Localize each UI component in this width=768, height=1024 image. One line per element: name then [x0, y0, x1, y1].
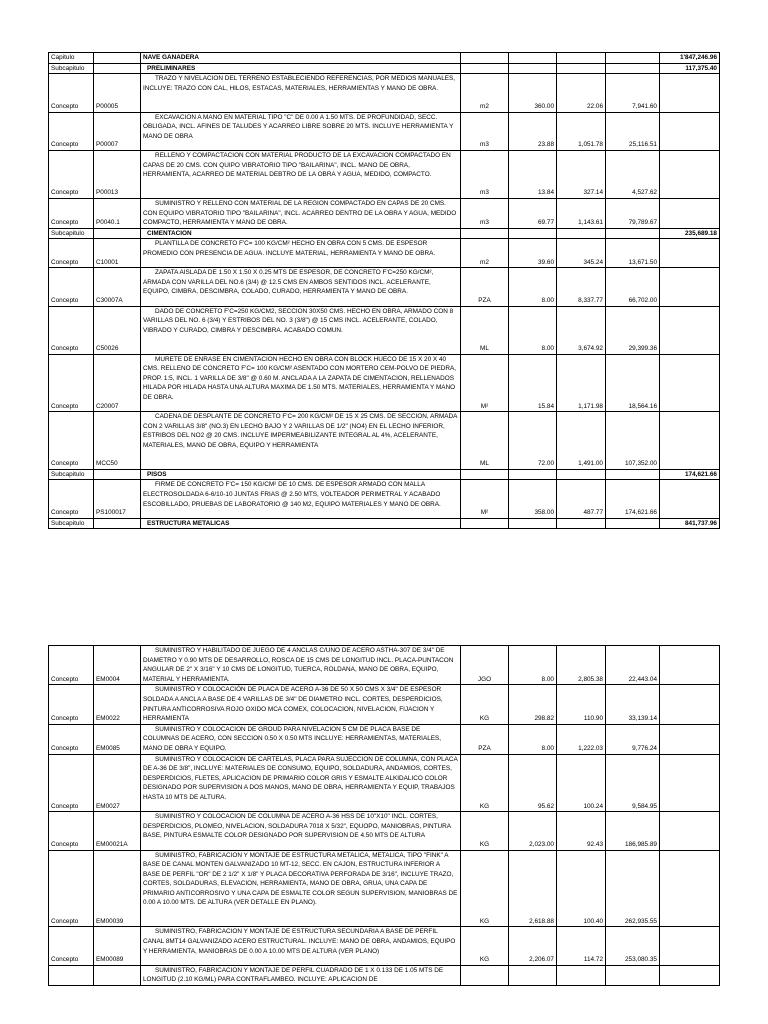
row-description: SUMINISTRO Y RELLENO CON MATERIAL DE LA REGION COMPACTADO EN CAPAS DE 20 CMS. CON EQUIPO VIBRATORIO TIPO "BAILARINA", INCL. ACARREO DENTRO DE LA OBRA Y AGUA, MEDIDO COMPACTO, HERRAMIENTA Y MANO DE OBRA. [141, 198, 461, 228]
row-description: CIMENTACION [141, 228, 461, 239]
row-description: SUMINISTRO Y COLOCACION DE CARTELAS, PLACA PARA SUJECCION DE COLUMNA, CON PLACA DE A-36 DE 3/8", INCLUYE: MATERIALES DE CONSUMO, EQUIPO, SOLDADURA, ANDAMIOS, CORTES, DESPERDICIOS, FLETES, APLICACION DE PRIMARIO COLOR GRIS Y ESMALTE ALKIDALICO COLOR DESIGNADO POR SUPERVISION A DOS MANOS, MANO DE OBRA, HERRAMIENTA Y EQUIP, TRABAJOS HASTA 10 MTS DE ALTURA. [141, 754, 461, 812]
row-total: 1'847,246.96 [660, 53, 720, 64]
row-amount [606, 518, 660, 529]
chapter-row [49, 53, 720, 64]
row-type: Concepto [49, 754, 94, 812]
row-unit [461, 63, 509, 74]
row-code: C10001 [94, 239, 141, 268]
row-quantity [509, 63, 557, 74]
budget-table-top [48, 52, 720, 529]
row-total [660, 112, 720, 150]
row-unit-price [557, 469, 606, 480]
row-amount [606, 53, 660, 64]
row-code: P0040.1 [94, 198, 141, 228]
row-unit-price: 92.43 [557, 812, 606, 850]
row-code: PS100017 [94, 480, 141, 518]
subchapter-row [49, 228, 720, 239]
row-amount: 9,584.95 [606, 754, 660, 812]
row-total [660, 480, 720, 518]
row-unit-price: 3,674.92 [557, 306, 606, 354]
row-type: Concepto [49, 306, 94, 354]
row-unit: m3 [461, 150, 509, 198]
row-code [94, 63, 141, 74]
row-type: Subcapitulo [49, 228, 94, 239]
row-total [660, 150, 720, 198]
row-quantity: 2,023.00 [509, 812, 557, 850]
row-unit: m3 [461, 198, 509, 228]
row-code: EM0027 [94, 754, 141, 812]
row-code [94, 518, 141, 529]
row-total [660, 965, 720, 985]
row-unit: JGO [461, 646, 509, 685]
row-quantity: 2,618.88 [509, 850, 557, 927]
concept-row [49, 239, 720, 268]
row-code: C50026 [94, 306, 141, 354]
row-amount [606, 965, 660, 985]
subchapter-row [49, 469, 720, 480]
row-amount: 174,621.66 [606, 480, 660, 518]
row-unit: m3 [461, 112, 509, 150]
row-amount: 7,941.60 [606, 74, 660, 112]
row-description: RELLENO Y COMPACTACION CON MATERIAL PRODUCTO DE LA EXCAVACION COMPACTADO EN CAPAS DE 20 CMS. CON QUIPO VIBRATORIO TIPO "BAILARINA", INCL. MANO DE OBRA, HERRAMIENTA, ACARREO DE MATERIAL DEBTRO DE LA OBRA Y AGUA, MEDIDO, COMPACTO. [141, 150, 461, 198]
budget-table-bottom [48, 645, 720, 986]
row-type: Concepto [49, 150, 94, 198]
row-unit-price: 22.06 [557, 74, 606, 112]
row-unit: M² [461, 354, 509, 412]
row-type: Concepto [49, 239, 94, 268]
row-amount: 4,527.62 [606, 150, 660, 198]
row-unit: m2 [461, 239, 509, 268]
row-code [94, 965, 141, 985]
row-description: PLANTILLA DE CONCRETO F'C= 100 KG/CM² HECHO EN OBRA CON 5 CMS. DE ESPESOR PROMEDIO CON PRESENCIA DE AGUA. INCLUYE MATERIAL, HERRAMIENTA Y MANO DE OBRA. [141, 239, 461, 268]
row-code: MCC50 [94, 412, 141, 470]
row-total [660, 812, 720, 850]
row-amount [606, 63, 660, 74]
row-unit-price: 1,143.61 [557, 198, 606, 228]
row-description: SUMINISTRO Y COLOCACION DE GROUD PARA NIVELACION 5 CM DE PLACA BASE DE COLUMNAS DE ACERO, CON SECCION 0.50 X 0.50 MTS INCLUYE: HERRAMIENTAS, MATERIALES, MANO DE OBRA Y EQUIPO. [141, 724, 461, 754]
row-code [94, 228, 141, 239]
row-unit-price: 100.24 [557, 754, 606, 812]
row-quantity [509, 469, 557, 480]
row-type: Concepto [49, 268, 94, 306]
row-unit: KG [461, 754, 509, 812]
row-unit [461, 469, 509, 480]
concept-row [49, 412, 720, 470]
row-description: NAVE GANADERA [141, 53, 461, 64]
row-description: PRELIMINARES [141, 63, 461, 74]
row-unit: PZA [461, 724, 509, 754]
row-type: Concepto [49, 74, 94, 112]
row-quantity: 298.82 [509, 685, 557, 724]
row-quantity: 358.00 [509, 480, 557, 518]
concept-row [49, 150, 720, 198]
row-description: SUMINISTRO Y HABILITADO DE JUEGO DE 4 ANCLAS C/UNO DE ACERO ASTHA-307 DE 3/4" DE DIAMETRO Y 0.90 MTS DE DESARROLLO, ROSCA DE 15 CMS DE LONGITUD INCL. PLACA-PUNTACON ANGULAR DE 2" X 3/16" Y 10 CMS DE LONGITUD, TUERCA, ROLDANA, MANO DE OBRA, EQUIPO, MATERIAL Y HERRAMIENTA. [141, 646, 461, 685]
row-unit-price [557, 63, 606, 74]
row-total [660, 646, 720, 685]
row-unit-price: 8,337.77 [557, 268, 606, 306]
row-total: 235,689.18 [660, 228, 720, 239]
row-type: Concepto [49, 927, 94, 965]
row-unit-price: 1,491.00 [557, 412, 606, 470]
row-unit-price: 2,805.38 [557, 646, 606, 685]
row-total [660, 198, 720, 228]
row-total [660, 724, 720, 754]
row-unit [461, 965, 509, 985]
row-unit: KG [461, 685, 509, 724]
row-code: EM00021A [94, 812, 141, 850]
subchapter-row [49, 63, 720, 74]
budget-table-bottom-body [49, 646, 720, 986]
row-total [660, 239, 720, 268]
budget-table-top-body [49, 53, 720, 529]
row-type: Concepto [49, 724, 94, 754]
row-type: Capitulo [49, 53, 94, 64]
row-unit-price: 1,171.98 [557, 354, 606, 412]
row-description: SUMINISTRO Y COLOCACION DE COLUMNA DE ACERO A-36 HSS DE 10"X10" INCL. CORTES, DESPERDICIOS, PLOMEO, NIVELACION, SOLDADURA 7018 X 5/32", EQUOPO, MANIOBRAS, PINTURA BASE, PINTURA ESMALTE COLOR DESIGNADO POR SUPERVISION DE 4.50 MTS DE ALTURA [141, 812, 461, 850]
row-type: Subcapitulo [49, 518, 94, 529]
row-quantity: 13.84 [509, 150, 557, 198]
row-total: 174,621.66 [660, 469, 720, 480]
row-unit: KG [461, 927, 509, 965]
row-amount: 18,564.16 [606, 354, 660, 412]
row-total [660, 354, 720, 412]
row-code: EM00039 [94, 850, 141, 927]
concept-row [49, 112, 720, 150]
concept-row [49, 812, 720, 850]
row-code [94, 469, 141, 480]
row-type: Concepto [49, 812, 94, 850]
concept-row [49, 354, 720, 412]
row-quantity: 8.00 [509, 268, 557, 306]
row-type [49, 965, 94, 985]
row-total [660, 754, 720, 812]
row-amount: 107,352.00 [606, 412, 660, 470]
row-description: EXCAVACION A MANO EN MATERIAL TIPO "C" DE 0.00 A 1.50 MTS. DE PROFUNDIDAD, SECC. OBLIGADA, INCL. AFINES DE TALUDES Y ACARREO LIBRE SOBRE 20 MTS. INCLUYE HERRAMIENTA Y MANO DE OBRA [141, 112, 461, 150]
row-amount: 33,139.14 [606, 685, 660, 724]
row-unit-price [557, 53, 606, 64]
row-unit: ML [461, 306, 509, 354]
row-code: C20007 [94, 354, 141, 412]
row-amount: 29,399.36 [606, 306, 660, 354]
row-unit: PZA [461, 268, 509, 306]
row-unit [461, 53, 509, 64]
concept-row [49, 965, 720, 985]
row-type: Concepto [49, 646, 94, 685]
row-quantity: 15.84 [509, 354, 557, 412]
row-quantity [509, 518, 557, 529]
row-code: EM0085 [94, 724, 141, 754]
row-quantity: 95.62 [509, 754, 557, 812]
concept-row [49, 685, 720, 724]
row-amount [606, 469, 660, 480]
row-unit: M² [461, 480, 509, 518]
row-code: EM0004 [94, 646, 141, 685]
row-unit [461, 228, 509, 239]
row-code: C30007A [94, 268, 141, 306]
row-type: Concepto [49, 112, 94, 150]
row-amount [606, 228, 660, 239]
row-type: Concepto [49, 685, 94, 724]
row-type: Subcapitulo [49, 63, 94, 74]
concept-row [49, 754, 720, 812]
row-quantity: 2,206.07 [509, 927, 557, 965]
row-total [660, 412, 720, 470]
row-code: EM0022 [94, 685, 141, 724]
row-quantity: 69.77 [509, 198, 557, 228]
row-unit-price [557, 965, 606, 985]
concept-row [49, 850, 720, 927]
row-code: P00013 [94, 150, 141, 198]
row-quantity: 8.00 [509, 646, 557, 685]
row-total [660, 850, 720, 927]
concept-row [49, 480, 720, 518]
row-description: PISOS [141, 469, 461, 480]
row-quantity: 8.00 [509, 724, 557, 754]
row-unit-price: 100.40 [557, 850, 606, 927]
row-description: TRAZO Y NIVELACION DEL TERRENO ESTABLECIENDO REFERENCIAS, POR MEDIOS MANUALES, INCLUYE: TRAZO CON CAL, HILOS, ESTACAS, MATERIALES, HERRAMIENTAS Y MANO DE OBRA. [141, 74, 461, 112]
row-unit [461, 518, 509, 529]
row-unit-price: 327.14 [557, 150, 606, 198]
row-quantity: 8.00 [509, 306, 557, 354]
row-amount: 22,443.04 [606, 646, 660, 685]
row-description: DADO DE CONCRETO F'C=250 KG/CM2, SECCION 30X50 CMS. HECHO EN OBRA, ARMADO CON 8 VARILLAS DEL NO. 6 (3/4) Y ESTRIBOS DEL NO. 3 (3/8") @ 15 CMS INCL. ACELERANTE, COLADO, VIBRADO Y CURADO, CIMBRA Y DESCIMBRA. ACABADO COMUN. [141, 306, 461, 354]
concept-row [49, 74, 720, 112]
row-type: Concepto [49, 480, 94, 518]
row-unit-price: 1,222.03 [557, 724, 606, 754]
row-quantity: 23.88 [509, 112, 557, 150]
row-unit: ML [461, 412, 509, 470]
row-unit-price: 1,051.78 [557, 112, 606, 150]
row-total: 117,375.40 [660, 63, 720, 74]
row-type: Concepto [49, 354, 94, 412]
concept-row [49, 724, 720, 754]
row-description: ZAPATA AISLADA DE 1.50 X 1.50 X 0.25 MTS DE ESPESOR, DE CONCRETO F'C=250 KG/CM², ARMADA CON VARILLA DEL NO.6 (3/4) @ 12.5 CMS EN AMBOS SENTIDOS INCL. ACELERANTE, EQUIPO, CIMBRA, DESCIMBRA, COLADO, CURADO, HERRAMIENTA Y MANO DE OBRA. [141, 268, 461, 306]
row-code: P00007 [94, 112, 141, 150]
row-unit: KG [461, 850, 509, 927]
row-description: MURETE DE ENRASE EN CIMENTACION HECHO EN OBRA CON BLOCK HUECO DE 15 X 20 X 40 CMS. RELLENO DE CONCRETO F'C= 100 KG/CM² ASENTADO CON MORTERO CEM-POLVO DE PIEDRA, PROP. 1:5, INCL. 1 VARILLA DE 3/8" @ 0.60 M. ANCLADA A LA ZAPATA DE CIMENTACION, RELLENADOS HILADA POR HILADA HASTA UNA ALTURA MAXIMA DE 1.50 MTS. MATERIALES, HERRAMIENTA Y MANO DE OBRA. [141, 354, 461, 412]
row-total [660, 685, 720, 724]
concept-row [49, 306, 720, 354]
subchapter-row [49, 518, 720, 529]
row-amount: 262,935.55 [606, 850, 660, 927]
concept-row [49, 646, 720, 685]
concept-row [49, 198, 720, 228]
row-code: P00005 [94, 74, 141, 112]
row-amount: 186,985.89 [606, 812, 660, 850]
row-unit: m2 [461, 74, 509, 112]
row-amount: 25,116.51 [606, 112, 660, 150]
row-code [94, 53, 141, 64]
row-description: ESTRUCTURA METALICAS [141, 518, 461, 529]
row-unit-price: 345.24 [557, 239, 606, 268]
row-quantity: 360.00 [509, 74, 557, 112]
row-unit: KG [461, 812, 509, 850]
concept-row [49, 268, 720, 306]
row-code: EM00089 [94, 927, 141, 965]
row-total [660, 306, 720, 354]
row-description: SUMINISTRO, FABRICACION Y MONTAJE DE ESTRUCTURA SECUNDARIA A BASE DE PERFIL CANAL 8MT14 GALVANIZADO ACERO ESTRUCTURAL. INCLUYE: MANO DE OBRA, ANDAMIOS, EQUIPO Y HERRAMIENTA, MANIOBRAS DE 0.00 A 10.00 MTS DE ALTURA (VER PLANO) [141, 927, 461, 965]
row-description: SUMINISTRO Y COLOCACIÓN DE PLACA DE ACERO A-36 DE 50 X 50 CMS X 3/4" DE ESPESOR SOLDADA A ANCLA A BASE DE 4 VARILLAS DE 3/4" DE DIAMETRO INCL. CORTES, DESPERDICIOS, PINTURA ANTICORROSIVA ROJO OXIDO MCA COMEX, COLOCACION, NIVELACION, FIJACION Y HERRAMIENTA [141, 685, 461, 724]
row-unit-price [557, 518, 606, 529]
row-type: Concepto [49, 198, 94, 228]
row-unit-price: 110.90 [557, 685, 606, 724]
row-description: SUMINISTRO, FABRICACION Y MONTAJE DE PERFIL CUADRADO DE 1 X 0.133 DE 1.05 MTS DE LONGITUD (2.10 KG/ML) PARA CONTRAFLAMBEO. INCLUYE: APLICACION DE [141, 965, 461, 985]
row-type: Concepto [49, 850, 94, 927]
row-amount: 9,776.24 [606, 724, 660, 754]
row-quantity [509, 53, 557, 64]
row-unit-price [557, 228, 606, 239]
row-amount: 13,671.50 [606, 239, 660, 268]
row-total: 841,737.96 [660, 518, 720, 529]
row-total [660, 927, 720, 965]
row-amount: 253,080.35 [606, 927, 660, 965]
row-amount: 66,702.00 [606, 268, 660, 306]
concept-row [49, 927, 720, 965]
row-type: Concepto [49, 412, 94, 470]
row-quantity: 72.00 [509, 412, 557, 470]
row-quantity [509, 965, 557, 985]
row-quantity: 39.60 [509, 239, 557, 268]
row-amount: 79,789.67 [606, 198, 660, 228]
row-total [660, 74, 720, 112]
row-type: Subcapitulo [49, 469, 94, 480]
row-description: CADENA DE DESPLANTE DE CONCRETO F'C= 200 KG/CM² DE 15 X 25 CMS. DE SECCION, ARMADA CON 2 VARILLAS 3/8" (NO.3) EN LECHO BAJO Y 2 VARILLAS DE 1/2" (NO4) EN EL LECHO INFERIOR, ESTRIBOS DEL NO2 @ 20 CMS. INCLUYE IMPERMEABILIZANTE INTEGRAL AL 4%, ACELERANTE, MATERIALES, MANO DE OBRA, EQUIPO Y HERRAMIENTA [141, 412, 461, 470]
row-description: FIRME DE CONCRETO F'C= 150 KG/CM² DE 10 CMS. DE ESPESOR ARMADO CON MALLA ELECTROSOLDADA 6-6/10-10 JUNTAS FRIAS @ 2.50 MTS, VOLTEADOR PERIMETRAL Y ACABADO ESCOBILLADO, PRUEBAS DE LABORATORIO @ 140 M2, EQUIPO MATERIALES Y MANO DE OBRA. [141, 480, 461, 518]
row-quantity [509, 228, 557, 239]
row-unit-price: 487.77 [557, 480, 606, 518]
row-unit-price: 114.72 [557, 927, 606, 965]
row-total [660, 268, 720, 306]
row-description: SUMINISTRO, FABRICACION Y MONTAJE DE ESTRUCTURA METALICA, METALICA, TIPO "FINK" A BASE DE CANAL MONTEN GALVANIZADO 10 MT-12, SECC. EN CAJON, ESTRUCTURA INFERIOR A BASE DE PERFIL "OR" DE 2 1/2" X 1/8" Y PLACA DECORATIVA PERFORADA DE 3/16", INCLUYE TRAZO, CORTES, SOLDADURAS, ELEVACION, HERRAMIENTA, MANO DE OBRA, GRUA, UNA CAPA DE PRIMARIO ANTICORROSIVO Y UNA CAPA DE ESMALTE COLOR SEGUN SUPERVISION, MANIOBRAS DE 0.00 A 10.00 MTS. DE ALTURA (VER DETALLE EN PLANO). [141, 850, 461, 927]
